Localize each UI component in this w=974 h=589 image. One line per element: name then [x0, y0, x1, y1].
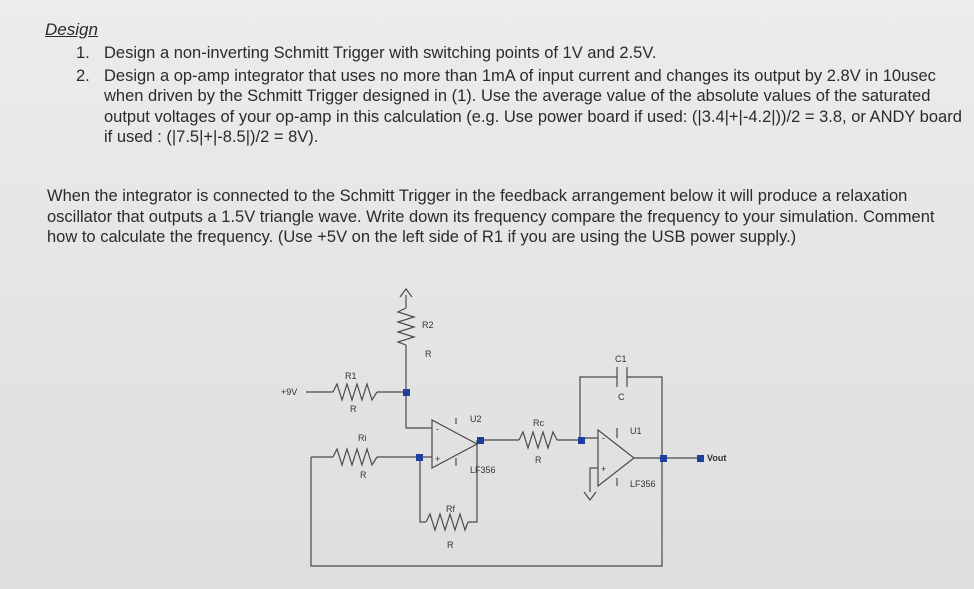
ri-name-label: Ri [358, 433, 367, 443]
rc-name-label: Rc [533, 418, 544, 428]
resistor-rf-symbol [426, 514, 468, 530]
rf-value-label: R [447, 540, 454, 550]
instruction-paragraph: When the integrator is connected to the Schmitt Trigger in the feedback arrangement below it will produce a relaxation oscillator that outputs a 1.5V triangle wave. Write down its frequency compare the frequency to your simulation. Comment how to calculate the frequency. (Use +5V on the left side of R1 if you are using the USB power supply.) [47, 187, 935, 246]
task-number-2: 2. [76, 66, 90, 85]
ground-arrow-bottom-icon [584, 492, 596, 500]
node-vout [660, 455, 667, 462]
capacitor-c1-symbol [617, 367, 627, 387]
c1-value-label: C [618, 392, 625, 402]
u1-name-label: U1 [630, 426, 642, 436]
node-n1 [403, 389, 410, 396]
u1-plus-pin: + [601, 464, 607, 474]
resistor-r2-symbol [398, 308, 414, 345]
u2-part-label: LF356 [470, 465, 496, 475]
node-rc [578, 437, 585, 444]
task-text-1: Design a non-inverting Schmitt Trigger with switching points of 1V and 2.5V. [104, 44, 657, 62]
r2-name-label: R2 [422, 320, 434, 330]
r1-name-label: R1 [345, 371, 357, 381]
rc-value-label: R [535, 455, 542, 465]
node-ri [416, 454, 423, 461]
vout-label: Vout [707, 453, 727, 463]
task-text-2: Design a op-amp integrator that uses no more than 1mA of input current and changes its output by 2.8V in 10usec when driven by the Schmitt Trigger designed in (1). Use the average value of the absolute values of the saturated output voltages of your op-amp in this calculation (e.g. Use power board if used: (|3.4|+|-4.2|))/2 = 3.8, or ANDY board if used : (|7.5|+|-8.5|)/2 = 8V). [104, 66, 962, 146]
u1-minus-pin: - [602, 433, 605, 443]
heading-design: Design [45, 20, 98, 39]
u1-part-label: LF356 [630, 479, 656, 489]
u2-name-label: U2 [470, 414, 482, 424]
node-u2-out [477, 437, 484, 444]
r1-value-label: R [350, 404, 357, 414]
rf-name-label: Rf [446, 504, 455, 514]
supply-voltage-label: +9V [281, 387, 298, 397]
c1-name-label: C1 [615, 354, 627, 364]
resistor-rc-symbol [519, 432, 557, 448]
resistor-r1-symbol [333, 384, 377, 400]
u2-minus-pin: - [436, 424, 439, 434]
vout-terminal [697, 455, 704, 462]
ri-value-label: R [360, 470, 367, 480]
u2-plus-pin: + [435, 454, 441, 464]
resistor-ri-symbol [333, 449, 377, 465]
task-number-1: 1. [76, 44, 90, 62]
r2-value-label: R [425, 349, 432, 359]
